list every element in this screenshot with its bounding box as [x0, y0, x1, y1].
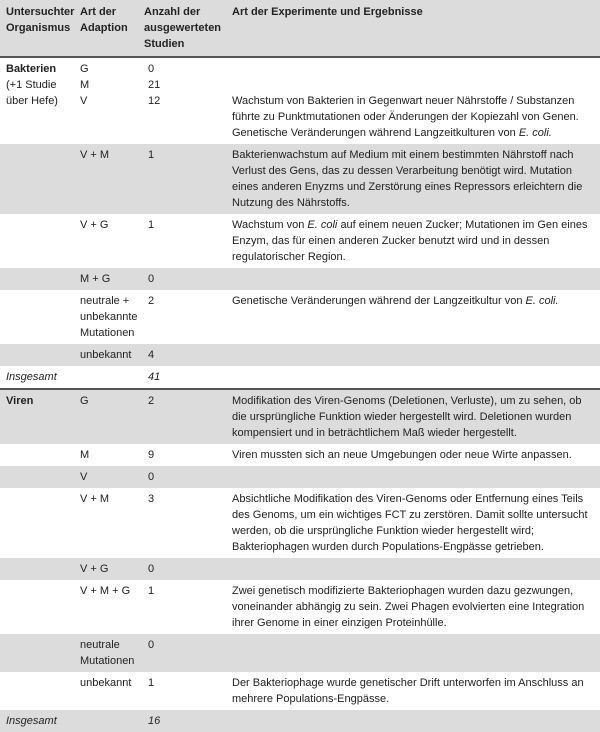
adaptation-cell: unbekannt — [74, 344, 138, 366]
header-experiments: Art der Experimente und Ergebnisse — [226, 0, 600, 57]
table-row — [0, 634, 600, 672]
total-count: 16 — [138, 710, 226, 732]
experiment-text — [226, 634, 600, 672]
adaptation-cell: neutrale + unbekannte Mutationen — [74, 290, 138, 344]
experiment-text: Zwei genetisch modifizierte Bakteriophagen wurden dazu gezwungen, voneinander abhängig zu sein. Zwei Phagen evolvierten eine Integration ihrer Genome in einer einzigen Proteinhülle. — [226, 580, 600, 634]
adaptation-cell: V + M — [74, 144, 138, 214]
header-count: Anzahl der ausgewerteten Studien — [138, 0, 226, 57]
adaptation-cell — [74, 57, 138, 144]
table-row — [0, 488, 600, 558]
adaptation-cell: unbekannt — [74, 672, 138, 710]
count-cell: 1 — [138, 672, 226, 710]
adaptation-value: G — [80, 63, 89, 75]
header-row — [0, 0, 600, 57]
table-row — [0, 558, 600, 580]
experiment-text: Viren mussten sich an neue Umgebungen oder neue Wirte anpassen. — [226, 444, 600, 466]
table-row — [0, 290, 600, 344]
table-row — [0, 214, 600, 268]
adaptation-cell: V + M — [74, 488, 138, 558]
adaptation-value: M — [80, 79, 90, 91]
count-cell: 2 — [138, 389, 226, 444]
count-cell: 3 — [138, 488, 226, 558]
experiment-text: Der Bakteriophage wurde genetischer Drift unterworfen im Anschluss an mehrere Populations-Engpässe. — [226, 672, 600, 710]
organism-name: Bakterien — [6, 63, 57, 75]
count-cell: 4 — [138, 344, 226, 366]
experiment-cell — [226, 57, 600, 144]
adaptation-value: V — [80, 95, 88, 107]
header-adaptation: Art der Adaption — [74, 0, 138, 57]
count-cell: 0 — [138, 466, 226, 488]
count-cell: 9 — [138, 444, 226, 466]
organism-name: Viren — [0, 389, 74, 444]
count-cell: 1 — [138, 580, 226, 634]
adaptation-cell: V + G — [74, 214, 138, 268]
experiment-cell — [226, 290, 600, 344]
count-cell: 0 — [138, 558, 226, 580]
table-row — [0, 466, 600, 488]
experiment-text: Wachstum von Bakterien in Gegenwart neuer Nährstoffe / Substanzen führte zu Punktmutationen oder Änderungen der Kopiezahl von Genen. Genetische Veränderungen während Langzeitkulturen von — [232, 95, 579, 139]
count-value: 12 — [148, 95, 161, 107]
experiment-text: auf einem neuen Zucker; Mutationen im Gen eines Enzym, das für einen anderen Zucker benutzt wird und in dessen regulatorischer Region. — [232, 219, 588, 263]
adaptation-cell: G — [74, 389, 138, 444]
experiment-text — [226, 268, 600, 290]
organism-note: (+1 Studie über Hefe) — [6, 79, 58, 107]
header-organism: Untersuchter Organismus — [0, 0, 74, 57]
experiment-text-italic: E. coli — [307, 219, 338, 231]
total-label: Insgesamt — [0, 710, 74, 732]
experiment-cell — [226, 214, 600, 268]
table-row — [0, 144, 600, 214]
organism-cell — [0, 57, 74, 144]
total-count: 41 — [138, 366, 226, 389]
table-row — [0, 389, 600, 444]
count-cell: 0 — [138, 268, 226, 290]
experiment-text — [226, 558, 600, 580]
count-value: 0 — [148, 63, 155, 75]
table-row — [0, 444, 600, 466]
experiment-text: Bakterienwachstum auf Medium mit einem bestimmten Nährstoff nach Verlust des Gens, das zu dessen Verarbeitung benötigt wird. Mutation eines anderen Enyzms und Zerstörung eines Repressors erleichtern die Nutzung des Nährstoffs. — [226, 144, 600, 214]
total-row — [0, 366, 600, 389]
experiment-text-italic: E. coli. — [525, 295, 559, 307]
count-cell: 1 — [138, 144, 226, 214]
experiment-text — [226, 466, 600, 488]
adaptation-cell: V + G — [74, 558, 138, 580]
experiment-text-italic: E. coli. — [518, 127, 552, 139]
count-value: 21 — [148, 79, 161, 91]
adaptation-cell: V — [74, 466, 138, 488]
count-cell: 0 — [138, 634, 226, 672]
table-row — [0, 580, 600, 634]
adaptation-cell: V + M + G — [74, 580, 138, 634]
adaptation-cell: neutrale Mutationen — [74, 634, 138, 672]
table-row — [0, 268, 600, 290]
adaptation-cell: M + G — [74, 268, 138, 290]
table-row — [0, 344, 600, 366]
experiment-text: Modifikation des Viren-Genoms (Deletionen, Verluste), um zu sehen, ob die ursprüngliche Funktion wieder hergestellt wird. Deletionen wurden kompensiert und in beträchtlichem Maß wieder hergestellt. — [226, 389, 600, 444]
experiment-text — [226, 344, 600, 366]
experiment-text: Absichtliche Modifikation des Viren-Genoms oder Entfernung eines Teils des Genoms, um ein wichtiges FCT zu zerstören. Damit sollte untersucht werden, ob die ursprüngliche Funktion wieder hergestellt wird; Bakteriophagen wurden durch Populations-Engpässe getrieben. — [226, 488, 600, 558]
experiment-text: Wachstum von — [232, 219, 305, 231]
total-label: Insgesamt — [0, 366, 74, 389]
count-cell: 1 — [138, 214, 226, 268]
table-row — [0, 57, 600, 144]
table-row — [0, 672, 600, 710]
count-cell — [138, 57, 226, 144]
adaptation-cell: M — [74, 444, 138, 466]
experiment-text: Genetische Veränderungen während der Langzeitkultur von — [232, 295, 523, 307]
total-row — [0, 710, 600, 732]
count-cell: 2 — [138, 290, 226, 344]
